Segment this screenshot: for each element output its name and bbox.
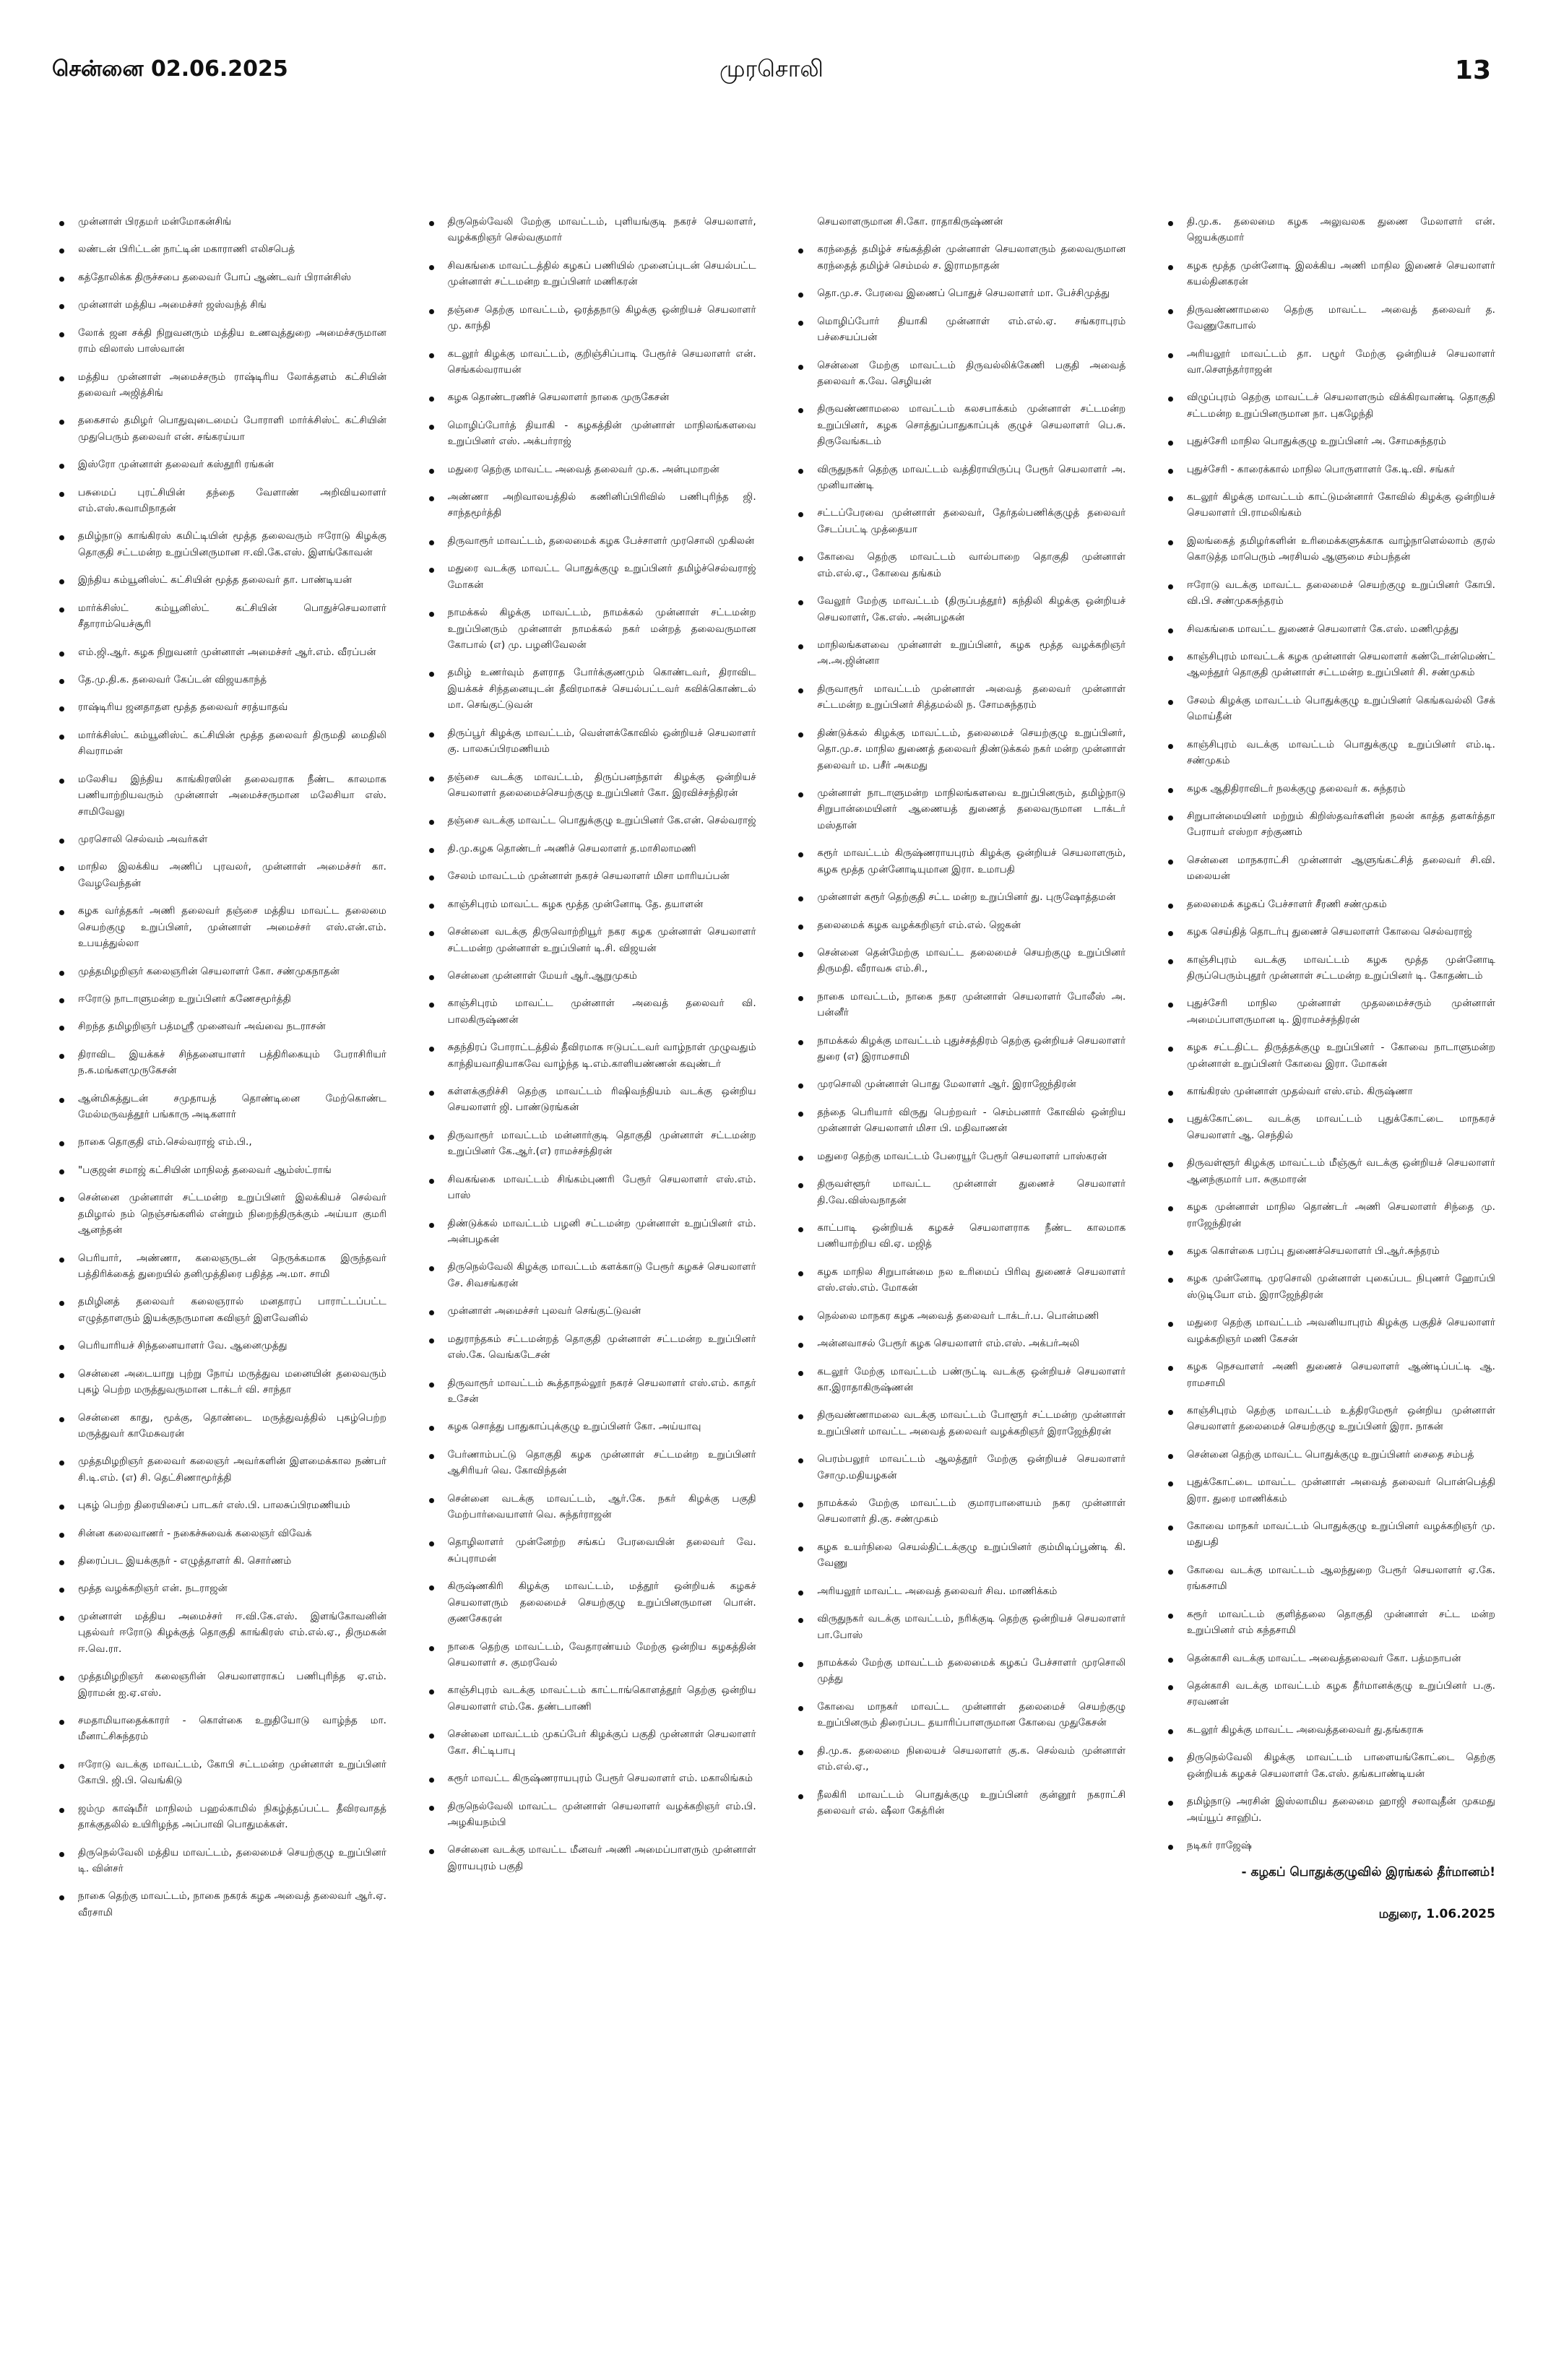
condolence-entry: தமிழ்நாடு காங்கிரஸ் கமிட்டியின் மூத்த தலைவரும் ஈரோடு கிழக்கு தொகுதி சட்டமன்ற உறுப்பினருமான ஈ.வி.கே.எஸ். இளங்கோவன் — [58, 528, 386, 561]
condolence-entry: ஈரோடு வடக்கு மாவட்டம், கோபி சட்டமன்ற முன்னாள் உறுப்பினர் கோபி. ஜி.பி. வெங்கிடு — [58, 1757, 386, 1789]
condolence-entry: காஞ்சிபுரம் தெற்கு மாவட்டம் உத்திரமேரூர் ஒன்றிய முன்னாள் செயலாளர் தலைமைச் செயற்குழு உறுப்பினர் இரா. நாகன் — [1167, 1403, 1495, 1435]
condolence-entry: கோவை வடக்கு மாவட்டம் ஆலந்துறை பேரூர் செயலாளர் ஏ.கே. ரங்கசாமி — [1167, 1562, 1495, 1595]
condolence-entry: கடலூர் கிழக்கு மாவட்டம் காட்டுமன்னார் கோவில் கிழக்கு ஒன்றியச் செயலாளர் பி.ராமலிங்கம் — [1167, 489, 1495, 522]
condolence-entry: அரியலூர் மாவட்டம் தா. பழூர் மேற்கு ஒன்றியச் செயலாளர் வா.சௌந்தர்ராஜன் — [1167, 346, 1495, 378]
condolence-entry: திருவாரூர் மாவட்டம் கூத்தாநல்லூர் நகரச் செயலாளர் எஸ்.எம். காதர் உசேன் — [428, 1375, 756, 1408]
condolence-entry: கழக மாநில சிறுபான்மை நல உரிமைப் பிரிவு துணைச் செயலாளர் எஸ்.எஸ்.எம். மோகன் — [797, 1264, 1125, 1297]
column-4 — [1167, 214, 1495, 2352]
condolence-entry: தமிழ்நாடு அரசின் இஸ்லாமிய தலைமை ஹாஜி சலாவுதீன் முகமது அய்யூப் சாஹிப். — [1167, 1793, 1495, 1826]
condolence-entry: லண்டன் பிரிட்டன் நாட்டின் மகாராணி எலிசபெத் — [58, 241, 386, 257]
condolence-entry: நாமக்கல் கிழக்கு மாவட்டம் புதுச்சத்திரம் தெற்கு ஒன்றியச் செயலாளர் துரை (எ) இராமசாமி — [797, 1033, 1125, 1065]
condolence-entry: இலங்கைத் தமிழர்களின் உரிமைக்களுக்காக வாழ்நாளெல்லாம் குரல் கொடுத்த மாபெரும் அரசியல் ஆளுமை சம்பந்தன் — [1167, 533, 1495, 566]
condolence-entry: சென்னை வடக்கு மாவட்டம், ஆர்.கே. நகர் கிழக்கு பகுதி மேற்பார்வையாளர் வெ. சுந்தர்ராஜன் — [428, 1491, 756, 1523]
condolence-entry: சென்னை காது, மூக்கு, தொண்டை மருத்துவத்தில் புகழ்பெற்ற மருத்துவர் காமேசுவரன் — [58, 1410, 386, 1442]
condolence-entry: கழக செய்தித் தொடர்பு துணைச் செயலாளர் கோவை செல்வராஜ் — [1167, 924, 1495, 940]
column-3 — [797, 214, 1125, 2352]
condolence-entry: நாகை தெற்கு மாவட்டம், வேதாரண்யம் மேற்கு ஒன்றிய கழகத்தின் செயலாளர் ச. குமரவேல் — [428, 1639, 756, 1671]
condolence-entry: சென்னை முன்னாள் சட்டமன்ற உறுப்பினர் இலக்கியச் செல்வர் தமிழால் நம் நெஞ்சங்களில் என்றும் நிறைந்திருக்கும் அய்யா குமரி ஆனந்தன் — [58, 1190, 386, 1238]
condolence-entry: நாமக்கல் கிழக்கு மாவட்டம், நாமக்கல் முன்னாள் சட்டமன்ற உறுப்பினரும் முன்னாள் நாமக்கல் நகர் மன்றத் தலைவருமான கோபால் (எ) மு. பழனிவேலன் — [428, 605, 756, 653]
condolence-entry: திண்டுக்கல் மாவட்டம் பழனி சட்டமன்ற முன்னாள் உறுப்பினர் எம். அன்பழகன் — [428, 1216, 756, 1248]
column-2 — [428, 214, 756, 2352]
condolence-entry: விருதுநகர் வடக்கு மாவட்டம், நரிக்குடி தெற்கு ஒன்றியச் செயலாளர் பா.போஸ் — [797, 1611, 1125, 1643]
condolence-entry: புதுச்சேரி மாநில முன்னாள் முதலமைச்சரும் முன்னாள் அமைப்பாளருமான டி. இராமச்சந்திரன் — [1167, 995, 1495, 1028]
condolence-entry: சேலம் கிழக்கு மாவட்டம் பொதுக்குழு உறுப்பினர் கெங்கவல்லி சேக் மொய்தீன் — [1167, 693, 1495, 725]
condolence-entry: நாகை தொகுதி எம்.செல்வராஜ் எம்.பி., — [58, 1134, 386, 1150]
condolence-entry: பெரியார், அண்ணா, கலைஞருடன் நெருக்கமாக இருந்தவர் பத்திரிக்கைத் துறையில் தனிமுத்திரை பதித்த அ.மா. சாமி — [58, 1250, 386, 1283]
condolence-entry: நெல்லை மாநகர கழக அவைத் தலைவர் டாக்டர்.ப. பொன்மணி — [797, 1308, 1125, 1324]
condolence-entry: சென்னை மாநகராட்சி முன்னாள் ஆளுங்கட்சித் தலைவர் சி.வி. மலையன் — [1167, 852, 1495, 885]
condolence-entry: முரசொலி செல்வம் அவர்கள் — [58, 831, 386, 847]
condolence-entry: காஞ்சிபுரம் மாவட்ட கழக மூத்த முன்னோடி தே. தயாளன் — [428, 896, 756, 912]
condolence-entry: மதுரை தெற்கு மாவட்ட அவைத் தலைவர் மு.க. அன்புமாறன் — [428, 462, 756, 477]
condolence-entry: கோவை மாநகர் மாவட்ட முன்னாள் தலைமைச் செயற்குழு உறுப்பினரும் திரைப்பட தயாரிப்பாளருமான கோவை முதுகேசன் — [797, 1699, 1125, 1731]
condolence-entry: தமிழினத் தலைவர் கலைஞரால் மனதாரப் பாராட்டப்பட்ட எழுத்தாளரும் இயக்குநருமான கவிஞர் இளவேனில் — [58, 1294, 386, 1326]
condolence-entry: தி.மு.க. தலைமை கழக அலுவலக துணை மேலாளர் என். ஜெயக்குமார் — [1167, 214, 1495, 246]
condolence-entry: சிறந்த தமிழறிஞர் பத்மஸ்ரீ முனைவர் அவ்வை நடராசன் — [58, 1018, 386, 1034]
condolence-entry: கிருஷ்ணகிரி கிழக்கு மாவட்டம், மத்தூர் ஒன்றியக் கழகச் செயலாளரும் தலைமைச் செயற்குழு உறுப்பினருமான பொன். குணசேகரன் — [428, 1578, 756, 1627]
condolence-entry: முன்னாள் மத்திய அமைச்சர் ஜஸ்வந்த் சிங் — [58, 297, 386, 313]
condolence-entry: திருநெல்வேலி மாவட்ட முன்னாள் செயலாளர் வழக்கறிஞர் எம்.பி. அழகியநம்பி — [428, 1799, 756, 1831]
condolence-entry: ஈரோடு நாடாளுமன்ற உறுப்பினர் கணேசமூர்த்தி — [58, 991, 386, 1007]
condolence-entry: விழுப்புரம் தெற்கு மாவட்டச் செயலாளரும் விக்கிரவாண்டி தொகுதி சட்டமன்ற உறுப்பினருமான நா. புகழேந்தி — [1167, 389, 1495, 422]
condolence-entry: கழக வர்த்தகர் அணி தலைவர் தஞ்சை மத்திய மாவட்ட தலைமை செயற்குழு உறுப்பினர், முன்னாள் அமைச்சர் எஸ்.என்.எம். உபயத்துல்லா — [58, 903, 386, 951]
condolence-entry: கழக நெசவாளர் அணி துணைச் செயலாளர் ஆண்டிப்பட்டி ஆ. ராமசாமி — [1167, 1359, 1495, 1391]
condolence-entry: புதுச்சேரி - காரைக்கால் மாநில பொருளாளர் கே.டி.வி. சங்கர் — [1167, 462, 1495, 477]
obituary-columns — [58, 214, 1495, 2352]
condolence-entry: கழக சொத்து பாதுகாப்புக்குழு உறுப்பினர் கோ. அய்யாவு — [428, 1419, 756, 1435]
condolence-entry: முன்னாள் அமைச்சர் புலவர் செங்குட்டுவன் — [428, 1303, 756, 1319]
condolence-entry: சமதாமியாதைக்காரர் - கொள்கை உறுதியோடு வாழ்ந்த மா. மீனாட்சிசுந்தரம் — [58, 1713, 386, 1745]
condolence-entry: கழக சட்டதிட்ட திருத்தக்குழு உறுப்பினர் - கோவை நாடாளுமன்ற முன்னாள் உறுப்பினர் கோவை இரா. மோகன் — [1167, 1039, 1495, 1072]
condolence-entry: முத்தமிழறிஞர் தலைவர் கலைஞர் அவர்களின் இளமைக்கால நண்பர் சி.டி.எம். (எ) சி. தெட்சிணாமூர்த்தி — [58, 1453, 386, 1486]
condolence-entry: தஞ்சை தெற்கு மாவட்டம், ஒரத்தநாடு கிழக்கு ஒன்றியச் செயலாளர் மு. காந்தி — [428, 302, 756, 334]
condolence-entry: திருவண்ணாமலை மாவட்டம் கலசபாக்கம் முன்னாள் சட்டமன்ற உறுப்பினர், கழக சொத்துப்பாதுகாப்புக் குழுச் செயலாளர் பெ.சு. திருவேங்கடம் — [797, 401, 1125, 449]
condolence-entry: ஈரோடு வடக்கு மாவட்ட தலைமைச் செயற்குழு உறுப்பினர் கோபி. வி.பி. சண்முகசுந்தரம் — [1167, 577, 1495, 610]
condolence-entry: நாகை மாவட்டம், நாகை நகர முன்னாள் செயலாளர் போலீஸ் அ. பன்னீர் — [797, 989, 1125, 1021]
condolence-entry: கழக முன்னோடி முரசொலி முன்னாள் புகைப்பட நிபுணர் ஹோப்பி ஸ்டுடியோ எம். இராஜேந்திரன் — [1167, 1271, 1495, 1303]
condolence-entry: கோவை தெற்கு மாவட்டம் வால்பாறை தொகுதி முன்னாள் எம்.எல்.ஏ., கோவை தங்கம் — [797, 549, 1125, 581]
condolence-entry: சென்னை தெற்கு மாவட்ட பொதுக்குழு உறுப்பினர் சைதை சம்பத் — [1167, 1447, 1495, 1463]
condolence-entry: நாகை தெற்கு மாவட்டம், நாகை நகரக் கழக அவைத் தலைவர் ஆர்.ஏ. வீரசாமி — [58, 1888, 386, 1921]
condolence-entry: திருநெல்வேலி கிழக்கு மாவட்டம் களக்காடு பேரூர் கழகச் செயலாளர் சே. சிவசங்கரன் — [428, 1259, 756, 1291]
condolence-entry: தொழிலாளர் முன்னேற்ற சங்கப் பேரவையின் தலைவர் வே. சுப்புராமன் — [428, 1534, 756, 1567]
condolence-entry: சென்னை மேற்கு மாவட்டம் திருவல்லிக்கேணி பகுதி அவைத் தலைவர் க.வே. செழியன் — [797, 358, 1125, 390]
condolence-entry: தி.மு.கழக தொண்டர் அணிச் செயலாளர் த.மாசிலாமணி — [428, 841, 756, 857]
condolence-entry: கழக தொண்டரணிச் செயலாளர் நாகை முருகேசன் — [428, 389, 756, 405]
condolence-entry: முத்தமிழறிஞர் கலைஞரின் செயலாளராகப் பணிபுரிந்த ஏ.எம். இராமன் ஐ.ஏ.எஸ். — [58, 1669, 386, 1701]
condolence-entry: தலைமைக் கழகப் பேச்சாளர் சீரணி சண்முகம் — [1167, 896, 1495, 912]
condolence-entry: திருவண்ணாமலை தெற்கு மாவட்ட அவைத் தலைவர் த. வேணுகோபால் — [1167, 302, 1495, 334]
condolence-entry: கழக முன்னாள் மாநில தொண்டர் அணி செயலாளர் சிந்தை மு. ராஜேந்திரன் — [1167, 1199, 1495, 1232]
condolence-entry: தே.மு.தி.க. தலைவர் கேப்டன் விஜயகாந்த் — [58, 672, 386, 688]
condolence-entry: கத்தோலிக்க திருச்சபை தலைவர் போப் ஆண்டவர் பிரான்சிஸ் — [58, 269, 386, 285]
newspaper-title: முரசொலி — [719, 55, 824, 82]
condolence-entry: சிவகங்கை மாவட்டத்தில் கழகப் பணியில் முனைப்புடன் செயல்பட்ட முன்னாள் சட்டமன்ற உறுப்பினர் மணிகரன் — [428, 258, 756, 290]
condolence-entry: பெரம்பலூர் மாவட்டம் ஆலத்தூர் மேற்கு ஒன்றியச் செயலாளர் சோமு.மதியழகன் — [797, 1451, 1125, 1484]
condolence-entry: சென்னை வடக்கு திருவொற்றியூர் நகர கழக முன்னாள் செயலாளர் சட்டமன்ற முன்னாள் உறுப்பினர் டி.சி. விஜயன் — [428, 924, 756, 956]
condolence-entry: மொழிப்போர்த் தியாகி - கழகத்தின் முன்னாள் மாநிலங்களவை உறுப்பினர் எஸ். அக்பர்ராஜ் — [428, 417, 756, 450]
condolence-entry: தலைமைக் கழக வழக்கறிஞர் எம்.எல். ஜெகன் — [797, 917, 1125, 933]
place-date: மதுரை, 1.06.2025 — [1378, 1907, 1495, 1922]
condolence-entry: விருதுநகர் தெற்கு மாவட்டம் வத்திராயிருப்பு பேரூர் செயலாளர் அ. முனியாண்டி — [797, 462, 1125, 494]
condolence-entry: நாமக்கல் மேற்கு மாவட்டம் குமாரபாளையம் நகர முன்னாள் செயலாளர் தி.கு. சண்முகம் — [797, 1495, 1125, 1528]
condolence-entry: திருவாரூர் மாவட்டம் முன்னாள் அவைத் தலைவர் முன்னாள் சட்டமன்ற உறுப்பினர் சித்தமல்லி ந. சோமசுந்தரம் — [797, 681, 1125, 714]
condolence-entry: கோவை மாநகர் மாவட்டம் பொதுக்குழு உறுப்பினர் வழக்கறிஞர் மு. மதுபதி — [1167, 1518, 1495, 1551]
condolence-entry: கழக மூத்த முன்னோடி இலக்கிய அணி மாநில இணைச் செயலாளர் கயல்தினகரன் — [1167, 258, 1495, 290]
condolence-entry: தந்தை பெரியார் விருது பெற்றவர் - செம்பனார் கோவில் ஒன்றிய முன்னாள் செயலாளர் மிசா பி. மதிவாணன் — [797, 1104, 1125, 1137]
condolence-entry: கரந்தைத் தமிழ்ச் சங்கத்தின் முன்னாள் செயலாளரும் தலைவருமான கரந்தைத் தமிழ்ச் செம்மல் ச. இராமநாதன் — [797, 241, 1125, 274]
condolence-entry: கரூர் மாவட்ட கிருஷ்ணராயபுரம் பேரூர் செயலாளர் எம். மகாலிங்கம் — [428, 1770, 756, 1786]
condolence-entry: ஆன்மிகத்துடன் சமுதாயத் தொண்டினை மேற்கொண்ட மேல்மருவத்தூர் பங்காரு அடிகளார் — [58, 1091, 386, 1123]
condolence-entry: திருநெல்வேலி கிழக்கு மாவட்டம் பாளையங்கோட்டை தெற்கு ஒன்றியக் கழகச் செயலாளர் கே.எஸ். தங்கபாண்டியன் — [1167, 1749, 1495, 1782]
condolence-entry: திராவிட இயக்கச் சிந்தனையாளர் பத்திரிகையும் பேராசிரியர் ந.க.மங்களமுருகேசன் — [58, 1047, 386, 1079]
condolence-entry: காஞ்சிபுரம் வடக்கு மாவட்டம் காட்டாங்கொளத்தூர் தெற்கு ஒன்றிய செயலாளர் எம்.கே. தண்டபாணி — [428, 1682, 756, 1715]
issue-date: சென்னை 02.06.2025 — [52, 56, 288, 82]
condolence-entry: தொ.மு.ச. பேரவை இணைப் பொதுச் செயலாளர் மா. பேச்சிமுத்து — [797, 285, 1125, 301]
condolence-entry: கள்ளக்குறிச்சி தெற்கு மாவட்டம் ரிஷிவந்தியம் வடக்கு ஒன்றிய செயலாளர் ஜி. பாண்டுரங்கன் — [428, 1083, 756, 1116]
condolence-entry: சென்னை அடையாறு புற்று நோய் மருத்துவ மனையின் தலைவரும் புகழ் பெற்ற மருத்துவருமான டாக்டர் வி. சாந்தா — [58, 1366, 386, 1398]
page-number: 13 — [1454, 55, 1491, 85]
condolence-entry: திண்டுக்கல் கிழக்கு மாவட்டம், தலைமைச் செயற்குழு உறுப்பினர், தொ.மு.ச. மாநில துணைத் தலைவர் திண்டுக்கல் நகர் மன்ற முன்னாள் தலைவர் ம. பசீர் அகமது — [797, 725, 1125, 774]
condolence-entry: கழக ஆதிதிராவிடர் நலக்குழு தலைவர் க. சுந்தரம் — [1167, 781, 1495, 797]
condolence-entry: தி.மு.க. தலைமை நிலையச் செயலாளர் கு.க. செல்வம் முன்னாள் எம்.எல்.ஏ., — [797, 1743, 1125, 1775]
condolence-entry: லோக் ஜன சக்தி நிறுவனரும் மத்திய உணவுத்துறை அமைச்சருமான ராம் விலாஸ் பாஸ்வான் — [58, 325, 386, 358]
condolence-entry: சென்னை வடக்கு மாவட்ட மீனவர் அணி அமைப்பாளரும் முன்னாள் இராயபுரம் பகுதி — [428, 1842, 756, 1874]
condolence-entry: திருப்பூர் கிழக்கு மாவட்டம், வெள்ளக்கோவில் ஒன்றியச் செயலாளர் கு. பாலசுப்பிரமணியம் — [428, 725, 756, 758]
condolence-entry: திருவள்ளூர் கிழக்கு மாவட்டம் மீஞ்சூர் வடக்கு ஒன்றியச் செயலாளர் ஆனந்குமார் பா. சுகுமாரன் — [1167, 1155, 1495, 1187]
condolence-entry: புதுச்சேரி மாநில பொதுக்குழு உறுப்பினர் அ. சோமசுந்தரம் — [1167, 433, 1495, 449]
condolence-entry: திருவாரூர் மாவட்டம் மன்னார்குடி தொகுதி முன்னாள் சட்டமன்ற உறுப்பினர் கே.ஆர்.(எ) ராமச்சந்திரன் — [428, 1128, 756, 1160]
condolence-entry: மாநில இலக்கிய அணிப் புரவலர், முன்னாள் அமைச்சர் கா. வேழவேந்தன் — [58, 859, 386, 891]
condolence-entry: தகைசால் தமிழர் பொதுவுடைமைப் போராளி மார்க்சிஸ்ட் கட்சியின் முதுபெரும் தலைவர் என். சங்கரய்யா — [58, 412, 386, 445]
condolence-entry: திரைப்பட இயக்குநர் - எழுத்தாளர் கி. சொர்ணம் — [58, 1553, 386, 1569]
condolence-entry: காட்பாடி ஒன்றியக் கழகச் செயலாளராக நீண்ட காலமாக பணியாற்றிய வி.ஏ. மஜித் — [797, 1220, 1125, 1252]
condolence-entry: சட்டப்பேரவை முன்னாள் தலைவர், தேர்தல்பணிக்குழுத் தலைவர் சேடப்பட்டி முத்தையா — [797, 505, 1125, 537]
condolence-entry: முன்னாள் கரூர் தெற்குதி சட்ட மன்ற உறுப்பினர் து. புருஷோத்தமன் — [797, 889, 1125, 905]
condolence-entry: கரூர் மாவட்டம் குளித்தலை தொகுதி முன்னாள் சட்ட மன்ற உறுப்பினர் எம் கந்தசாமி — [1167, 1606, 1495, 1639]
condolence-entry: திருநெல்வேலி மேற்கு மாவட்டம், புளியங்குடி நகரச் செயலாளர், வழக்கறிஞர் செல்வகுமார் — [428, 214, 756, 246]
condolence-entry: கரூர் மாவட்டம் கிருஷ்ணராயபுரம் கிழக்கு ஒன்றியச் செயலாளரும், கழக மூத்த முன்னோடியுமான இரா. உமாபதி — [797, 845, 1125, 878]
condolence-entry: கழக உயர்நிலை செயல்திட்டக்குழு உறுப்பினர் கும்மிடிப்பூண்டி கி. வேணு — [797, 1539, 1125, 1572]
condolence-entry: மதுராந்தகம் சட்டமன்றத் தொகுதி முன்னாள் சட்டமன்ற உறுப்பினர் எஸ்.கே. வெங்கடேசன் — [428, 1331, 756, 1364]
condolence-entry: மார்க்சிஸ்ட் கம்யூனிஸ்ட் கட்சியின் மூத்த தலைவர் திருமதி மைதிலி சிவராமன் — [58, 727, 386, 760]
condolence-entry: நாமக்கல் மேற்கு மாவட்டம் தலைமைக் கழகப் பேச்சாளர் முரசொலி முத்து — [797, 1655, 1125, 1687]
condolence-entry: அரியலூர் மாவட்ட அவைத் தலைவர் சிவ. மாணிக்கம் — [797, 1583, 1125, 1599]
condolence-entry: சுதந்திரப் போராட்டத்தில் தீவிரமாக ஈடுபட்டவர் வாழ்நாள் முழுவதும் காந்தியவாதியாகவே வாழ்ந்த டி.எம்.காளியண்ணன் கவுண்டர் — [428, 1039, 756, 1072]
condolence-entry: எம்.ஜி.ஆர். கழக நிறுவனர் முன்னாள் அமைச்சர் ஆர்.எம். வீரப்பன் — [58, 644, 386, 660]
condolence-entry: காஞ்சிபுரம் வடக்கு மாவட்டம் கழக மூத்த முன்னோடி திருப்பெரும்புதூர் முன்னாள் சட்டமன்ற உறுப்பினர் டி. கோதண்டம் — [1167, 952, 1495, 985]
condolence-entry: பேர்ணாம்பட்டு தொகுதி கழக முன்னாள் சட்டமன்ற உறுப்பினர் ஆசிரியர் வெ. கோவிந்தன் — [428, 1447, 756, 1479]
condolence-entry: மொழிப்போர் தியாகி முன்னாள் எம்.எல்.ஏ. சங்கராபுரம் பச்சையப்பன் — [797, 313, 1125, 346]
condolence-entry: ராஷ்டிரிய ஜனதாதள மூத்த தலைவர் சரத்யாதவ் — [58, 699, 386, 715]
condolence-entry: சென்னை மாவட்டம் முகப்பேர் கிழக்குப் பகுதி முன்னாள் செயலாளர் கோ. சிட்டிபாபு — [428, 1726, 756, 1759]
condolence-entry: ஜம்மு காஷ்மீர் மாநிலம் பஹல்காமில் நிகழ்த்தப்பட்ட தீவிரவாதத் தாக்குதலில் உயிரிழந்த அப்பாவி பொதுமக்கள். — [58, 1801, 386, 1833]
column-1 — [58, 214, 386, 2352]
condolence-entry: தமிழ் உணர்வும் தளராத போர்க்குணமும் கொண்டவர், திராவிட இயக்கச் சிந்தனையுடன் தீவிரமாகச் செயல்பட்டவர் கவிக்கொண்டல் மா. செங்குட்டுவன் — [428, 665, 756, 713]
condolence-entry: முன்னாள் நாடாளுமன்ற மாநிலங்களவை உறுப்பினரும், தமிழ்நாடு சிறுபான்மையினர் ஆணையத் துணைத் தலைவருமான டாக்டர் மஸ்தான் — [797, 785, 1125, 834]
condolence-entry: காஞ்சிபுரம் வடக்கு மாவட்டம் பொதுக்குழு உறுப்பினர் எம்.டி. சண்முகம் — [1167, 737, 1495, 769]
condolence-entry: முத்தமிழறிஞர் கலைஞரின் செயலாளர் கோ. சண்முகநாதன் — [58, 964, 386, 979]
condolence-entry: கடலூர் கிழக்கு மாவட்ட அவைத்தலைவர் து.தங்கராசு — [1167, 1722, 1495, 1738]
condolence-entry: சிறுபான்மையினர் மற்றும் கிறிஸ்தவர்களின் நலன் காத்த தளகர்த்தா பேராயர் எஸ்றா சற்குணம் — [1167, 808, 1495, 841]
condolence-entry: முன்னாள் மத்திய அமைச்சர் ஈ.வி.கே.எஸ். இளங்கோவனின் புதல்வர் ஈரோடு கிழக்குத் தொகுதி காங்கிரஸ் எம்.எல்.ஏ., திருமகன் ஈ.வெ.ரா. — [58, 1609, 386, 1657]
condolence-entry: திருநெல்வேலி மத்திய மாவட்டம், தலைமைச் செயற்குழு உறுப்பினர் டி. வின்சர் — [58, 1845, 386, 1877]
condolence-entry: திருவண்ணாமலை வடக்கு மாவட்டம் போளூர் சட்டமன்ற முன்னாள் உறுப்பினர் மாவட்ட அவைத் தலைவர் வழக்கறிஞர் இராஜேந்திரன் — [797, 1407, 1125, 1440]
condolence-entry: பெரியாரியச் சிந்தனையாளர் வே. ஆனைமுத்து — [58, 1338, 386, 1354]
condolence-entry: சிவகங்கை மாவட்டம் சிங்கம்புணரி பேரூர் செயலாளர் எஸ்.எம். பாஸ் — [428, 1172, 756, 1204]
condolence-entry: நீலகிரி மாவட்டம் பொதுக்குழு உறுப்பினர் குன்னூர் நகராட்சி தலைவர் எல். ஷீலா கேத்ரின் — [797, 1787, 1125, 1819]
condolence-entry: மலேசிய இந்திய காங்கிரஸின் தலைவராக நீண்ட காலமாக பணியாற்றியவரும் முன்னாள் அமைச்சருமான மலேசியா எஸ். சாமிவேலு — [58, 771, 386, 820]
condolence-entry: இந்திய கம்யூனிஸ்ட் கட்சியின் மூத்த தலைவர் தா. பாண்டியன் — [58, 572, 386, 588]
condolence-entry: மாநிலங்களவை முன்னாள் உறுப்பினர், கழக மூத்த வழக்கறிஞர் அ.அ.ஜின்னா — [797, 637, 1125, 670]
condolence-entry: கடலூர் மேற்கு மாவட்டம் பண்ருட்டி வடக்கு ஒன்றியச் செயலாளர் கா.இராதாகிருஷ்ணன் — [797, 1364, 1125, 1396]
condolence-entry: திருவாரூர் மாவட்டம், தலைமைக் கழக பேச்சாளர் முரசொலி முகிலன் — [428, 533, 756, 549]
condolence-entry: சேலம் மாவட்டம் முன்னாள் நகரச் செயலாளர் மிசா மாரியப்பன் — [428, 868, 756, 884]
condolence-entry: புகழ் பெற்ற திரையிசைப் பாடகர் எஸ்.பி. பாலசுப்பிரமணியம் — [58, 1497, 386, 1513]
condolence-entry: "பகுஜன் சமாஜ் கட்சியின் மாநிலத் தலைவர் ஆம்ஸ்ட்ராங் — [58, 1162, 386, 1178]
page-header — [52, 53, 1491, 87]
condolence-entry: நடிகர் ராஜேஷ் — [1167, 1838, 1495, 1853]
condolence-entry: சிவகங்கை மாவட்ட துணைச் செயலாளர் கே.எஸ். மணிமுத்து — [1167, 621, 1495, 637]
resolution-caption: - கழகப் பொதுக்குழுவில் இரங்கல் தீர்மானம்! — [1241, 1865, 1495, 1880]
condolence-entry: புதுக்கோட்டை வடக்கு மாவட்டம் புதுக்கோட்டை மாநகரச் செயலாளர் ஆ. செந்தில் — [1167, 1111, 1495, 1143]
condolence-entry: சென்னை தென்மேற்கு மாவட்ட தலைமைச் செயற்குழு உறுப்பினர் திருமதி. வீராவசு எம்.சி., — [797, 945, 1125, 977]
condolence-entry: மதுரை வடக்கு மாவட்ட பொதுக்குழு உறுப்பினர் தமிழ்ச்செல்வராஜ் மோகன் — [428, 561, 756, 593]
condolence-entry: சென்னை முன்னாள் மேயர் ஆர்.ஆறுமுகம் — [428, 968, 756, 984]
condolence-entry: முரசொலி முன்னாள் பொது மேலாளர் ஆர். இராஜேந்திரன் — [797, 1076, 1125, 1092]
condolence-entry: மதுரை தெற்கு மாவட்டம் பேரையூர் பேரூர் செயலாளர் பாஸ்கரன் — [797, 1148, 1125, 1164]
condolence-entry: சின்ன கலைவாணர் - நகைச்சுவைக் கலைஞர் விவேக் — [58, 1526, 386, 1541]
condolence-entry: தென்காசி வடக்கு மாவட்ட அவைத்தலைவர் கோ. பத்மநாபன் — [1167, 1650, 1495, 1666]
condolence-entry: காஞ்சிபுரம் மாவட்டக் கழக முன்னாள் செயலாளர் கண்டோன்மெண்ட் ஆலந்தூர் தொகுதி முன்னாள் சட்டமன்ற உறுப்பினர் சி. சண்முகம் — [1167, 649, 1495, 681]
condolence-entry: பசுமைப் புரட்சியின் தந்தை வேளாண் அறிவியலாளர் எம்.எஸ்.சுவாமிநாதன் — [58, 485, 386, 517]
condolence-entry: தஞ்சை வடக்கு மாவட்ட பொதுக்குழு உறுப்பினர் கே.என். செல்வராஜ் — [428, 813, 756, 828]
condolence-entry: காங்கிரஸ் முன்னாள் முதல்வர் எஸ்.எம். கிருஷ்ணா — [1167, 1083, 1495, 1099]
condolence-entry: திருவள்ளூர் மாவட்ட முன்னாள் துணைச் செயலாளர் தி.வே.விஸ்வநாதன் — [797, 1176, 1125, 1208]
condolence-entry: தஞ்சை வடக்கு மாவட்டம், திருப்பனந்தாள் கிழக்கு ஒன்றியச் செயலாளர் தலைமைச்செயற்குழு உறுப்பினர் கோ. இரவிச்சந்திரன் — [428, 769, 756, 802]
condolence-entry: மத்திய முன்னாள் அமைச்சரும் ராஷ்டிரிய லோக்தளம் கட்சியின் தலைவர் அஜித்சிங் — [58, 369, 386, 402]
condolence-entry: அன்னவாசல் பேரூர் கழக செயலாளர் எம்.எஸ். அக்பர்அலி — [797, 1336, 1125, 1351]
condolence-entry: இஸ்ரோ முன்னாள் தலைவர் கஸ்தூரி ரங்கன் — [58, 456, 386, 472]
condolence-entry: புதுக்கோட்டை மாவட்ட முன்னாள் அவைத் தலைவர் பொன்பெத்தி இரா. துரை மாணிக்கம் — [1167, 1474, 1495, 1507]
condolence-entry: காஞ்சிபுரம் மாவட்ட முன்னாள் அவைத் தலைவர் வி. பாலகிருஷ்ணன் — [428, 995, 756, 1028]
continued-text: செயலாளருமான சி.கோ. ராதாகிருஷ்ணன் — [817, 216, 1003, 228]
condolence-entry: வேலூர் மேற்கு மாவட்டம் (திருப்பத்தூர்) கந்திலி கிழக்கு ஒன்றியச் செயலாளர், கே.எஸ். அன்பழகன் — [797, 593, 1125, 626]
condolence-entry: அண்ணா அறிவாலயத்தில் கணினிப்பிரிவில் பணிபுரிந்த ஜி. சாந்தமூர்த்தி — [428, 489, 756, 522]
condolence-entry: மதுரை தெற்கு மாவட்டம் அவனியாபுரம் கிழக்கு பகுதிச் செயலாளர் வழக்கறிஞர் மணி கேசன் — [1167, 1315, 1495, 1347]
condolence-entry: கழக கொள்கை பரப்பு துணைச்செயலாளர் பி.ஆர்.சுந்தரம் — [1167, 1243, 1495, 1259]
condolence-entry: தென்காசி வடக்கு மாவட்டம் கழக தீர்மானக்குழு உறுப்பினர் ப.கு. சரவணன் — [1167, 1678, 1495, 1710]
condolence-entry: முன்னாள் பிரதமர் மன்மோகன்சிங் — [58, 214, 386, 230]
condolence-entry: மூத்த வழக்கறிஞர் என். நடராஜன் — [58, 1580, 386, 1596]
condolence-entry: கடலூர் கிழக்கு மாவட்டம், குறிஞ்சிப்பாடி பேரூர்ச் செயலாளர் என். செங்கல்வராயன் — [428, 346, 756, 378]
condolence-entry: மார்க்சிஸ்ட் கம்யூனிஸ்ட் கட்சியின் பொதுச்செயலாளர் சீதாராம்யெச்சூரி — [58, 600, 386, 633]
